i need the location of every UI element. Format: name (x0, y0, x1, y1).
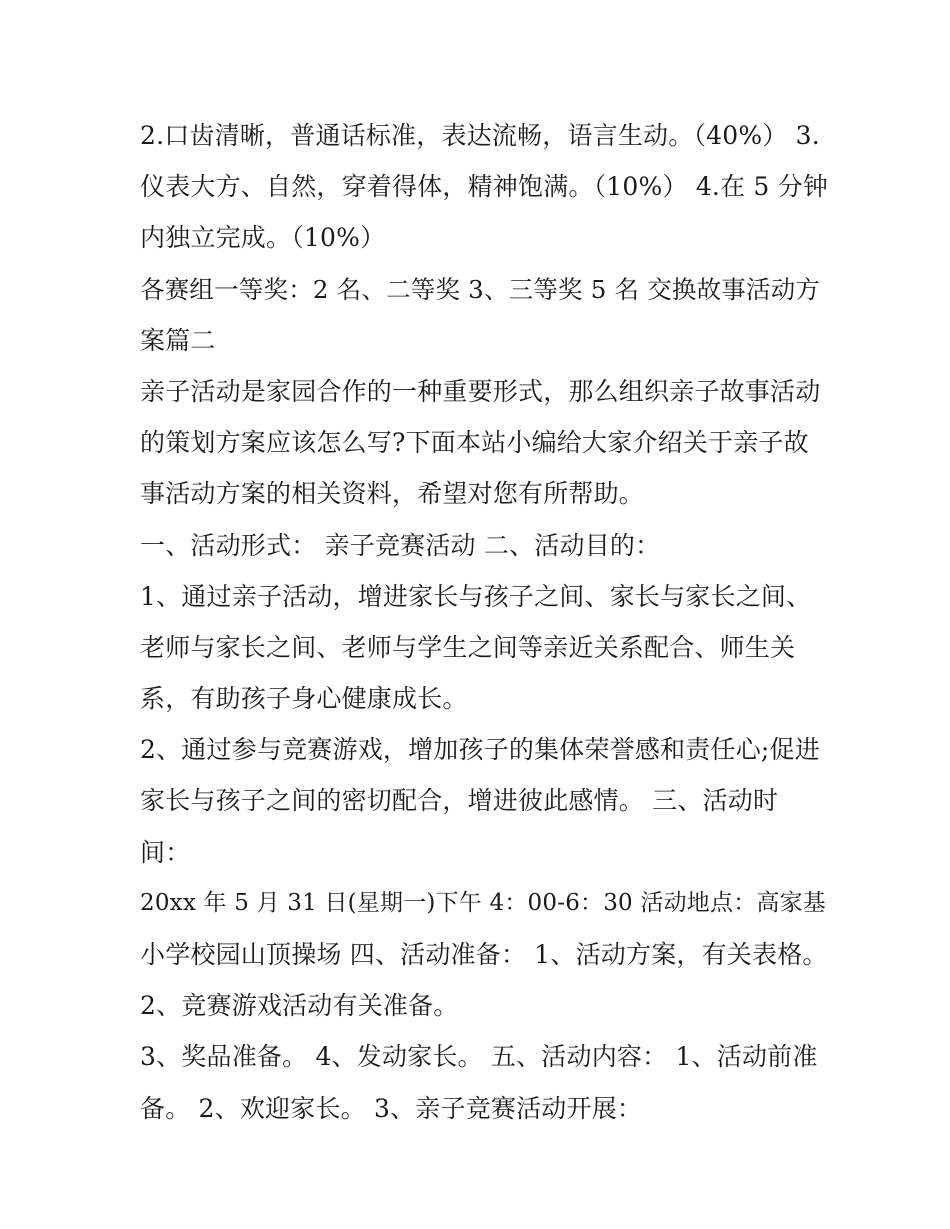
text-line: 各赛组一等奖：2 名、二等奖 3、三等奖 5 名 交换故事活动方 (140, 274, 821, 304)
text-line: 家长与孩子之间的密切配合，增进彼此感情。 三、活动时 (140, 786, 779, 816)
text-line: 小学校园山顶操场 四、活动准备： 1、活动方案，有关表格。 (140, 940, 828, 969)
document-body (140, 110, 830, 1134)
text-line: 亲子活动是家园合作的一种重要形式，那么组织亲子故事活动 (140, 376, 821, 406)
text-line: 系，有助孩子身心健康成长。 (140, 684, 468, 714)
text-line: 2.口齿清晰，普通话标准，表达流畅，语言生动。（40%） 3. (140, 121, 820, 150)
text-line: 2、通过参与竞赛游戏，增加孩子的集体荣誉感和责任心;促进 (140, 735, 820, 765)
text-line: 仪表大方、自然，穿着得体，精神饱满。（10%） 4.在 5 分钟 (140, 172, 829, 202)
text-line: 事活动方案的相关资料，希望对您有所帮助。 (140, 479, 645, 509)
text-line: 备。 2、欢迎家长。 3、亲子竞赛活动开展： (140, 1093, 643, 1123)
text-line: 内独立完成。（10%） (140, 223, 386, 253)
text-line: 1、通过亲子活动，增进家长与孩子之间、家长与家长之间、 (140, 581, 812, 611)
text-line: 间： (140, 837, 191, 867)
text-line: 老师与家长之间、老师与学生之间等亲近关系配合、师生关 (140, 632, 796, 662)
text-line: 一、活动形式： 亲子竞赛活动 二、活动目的： (140, 530, 661, 560)
text-line: 20xx 年 5 月 31 日(星期一)下午 4：00-6：30 活动地点：高家基 (140, 889, 827, 916)
text-line: 3、奖品准备。 4、发动家长。 五、活动内容： 1、活动前准 (140, 1042, 818, 1072)
text-line: 2、竞赛游戏活动有关准备。 (140, 991, 459, 1021)
text-line: 案篇二 (140, 325, 216, 355)
text-line: 的策划方案应该怎么写?下面本站小编给大家介绍关于亲子故 (140, 428, 809, 458)
